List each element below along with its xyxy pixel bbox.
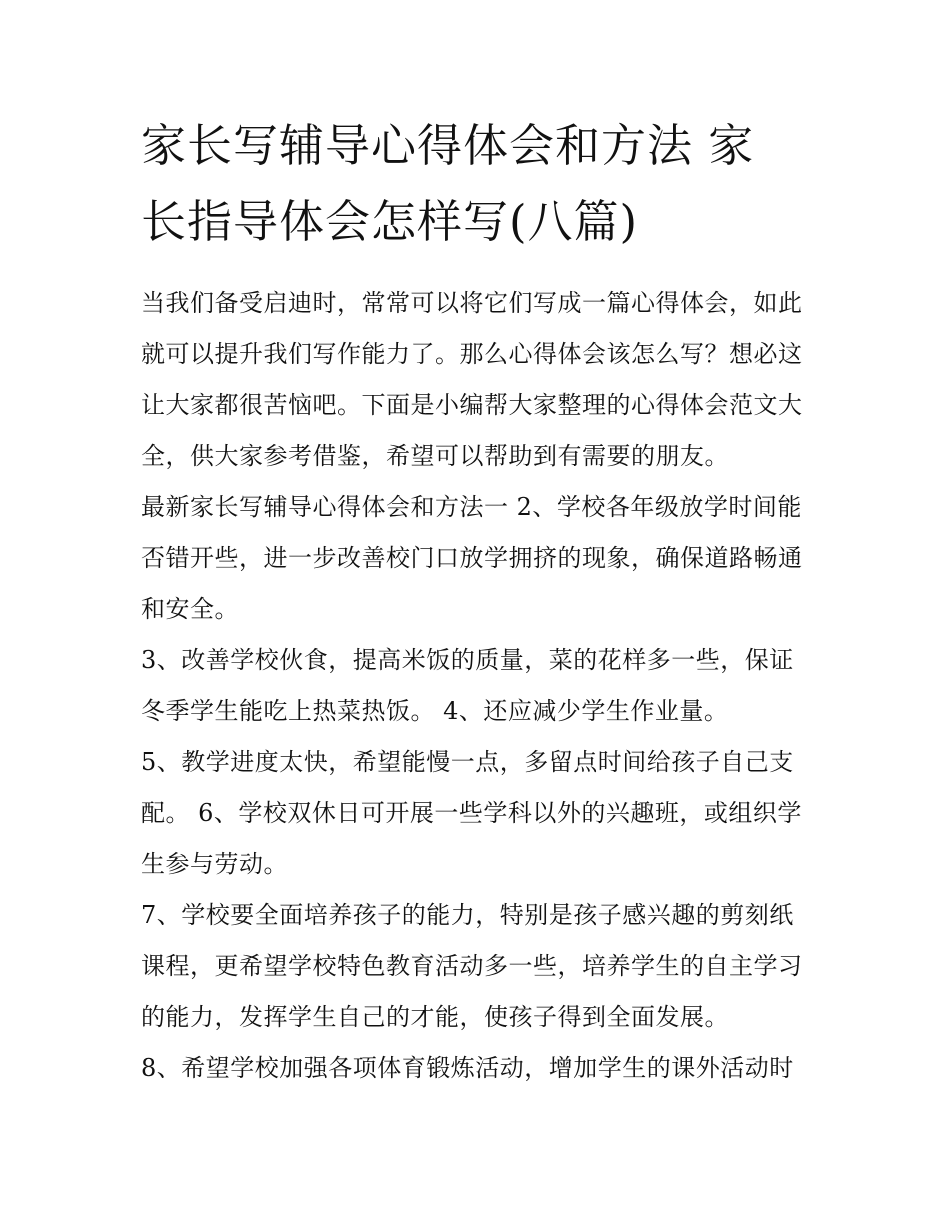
text-line: 否错开些，进一步改善校门口放学拥挤的现象，确保道路畅通 bbox=[141, 544, 803, 572]
paragraph-item-3 bbox=[141, 635, 812, 737]
paragraph-intro bbox=[141, 278, 812, 482]
text-line: 和安全。 bbox=[141, 595, 239, 623]
text-line: 课程，更希望学校特色教育活动多一些，培养学生的自主学习 bbox=[141, 952, 803, 980]
text-line: 最新家长写辅导心得体会和方法一 2、学校各年级放学时间能 bbox=[141, 493, 802, 521]
text-line: 的能力，发挥学生自己的才能，使孩子得到全面发展。 bbox=[141, 1003, 729, 1031]
text-line: 冬季学生能吃上热菜热饭。 4、还应减少学生作业量。 bbox=[141, 697, 729, 725]
text-line: 全，供大家参考借鉴，希望可以帮助到有需要的朋友。 bbox=[141, 442, 729, 470]
text-line: 就可以提升我们写作能力了。那么心得体会该怎么写？想必这 bbox=[141, 340, 803, 368]
text-line: 配。 6、学校双休日可开展一些学科以外的兴趣班，或组织学 bbox=[141, 799, 802, 827]
text-line: 7、学校要全面培养孩子的能力，特别是孩子感兴趣的剪刻纸 bbox=[141, 901, 794, 929]
text-line: 当我们备受启迪时，常常可以将它们写成一篇心得体会，如此 bbox=[141, 289, 803, 317]
text-line: 让大家都很苦恼吧。下面是小编帮大家整理的心得体会范文大 bbox=[141, 391, 803, 419]
paragraph-item-7 bbox=[141, 890, 812, 1043]
text-line: 5、教学进度太快，希望能慢一点，多留点时间给孩子自己支 bbox=[141, 748, 794, 776]
paragraph-item-2 bbox=[141, 482, 812, 635]
document-title bbox=[141, 108, 812, 260]
title-line-1: 家长写辅导心得体会和方法 家 bbox=[141, 119, 755, 172]
paragraph-item-5 bbox=[141, 737, 812, 890]
paragraph-item-8 bbox=[141, 1043, 812, 1094]
text-line: 3、改善学校伙食，提高米饭的质量，菜的花样多一些，保证 bbox=[141, 646, 794, 674]
text-line: 生参与劳动。 bbox=[141, 850, 288, 878]
text-line: 8、希望学校加强各项体育锻炼活动，增加学生的课外活动时 bbox=[141, 1054, 794, 1082]
title-line-2: 长指导体会怎样写(八篇) bbox=[141, 195, 639, 248]
